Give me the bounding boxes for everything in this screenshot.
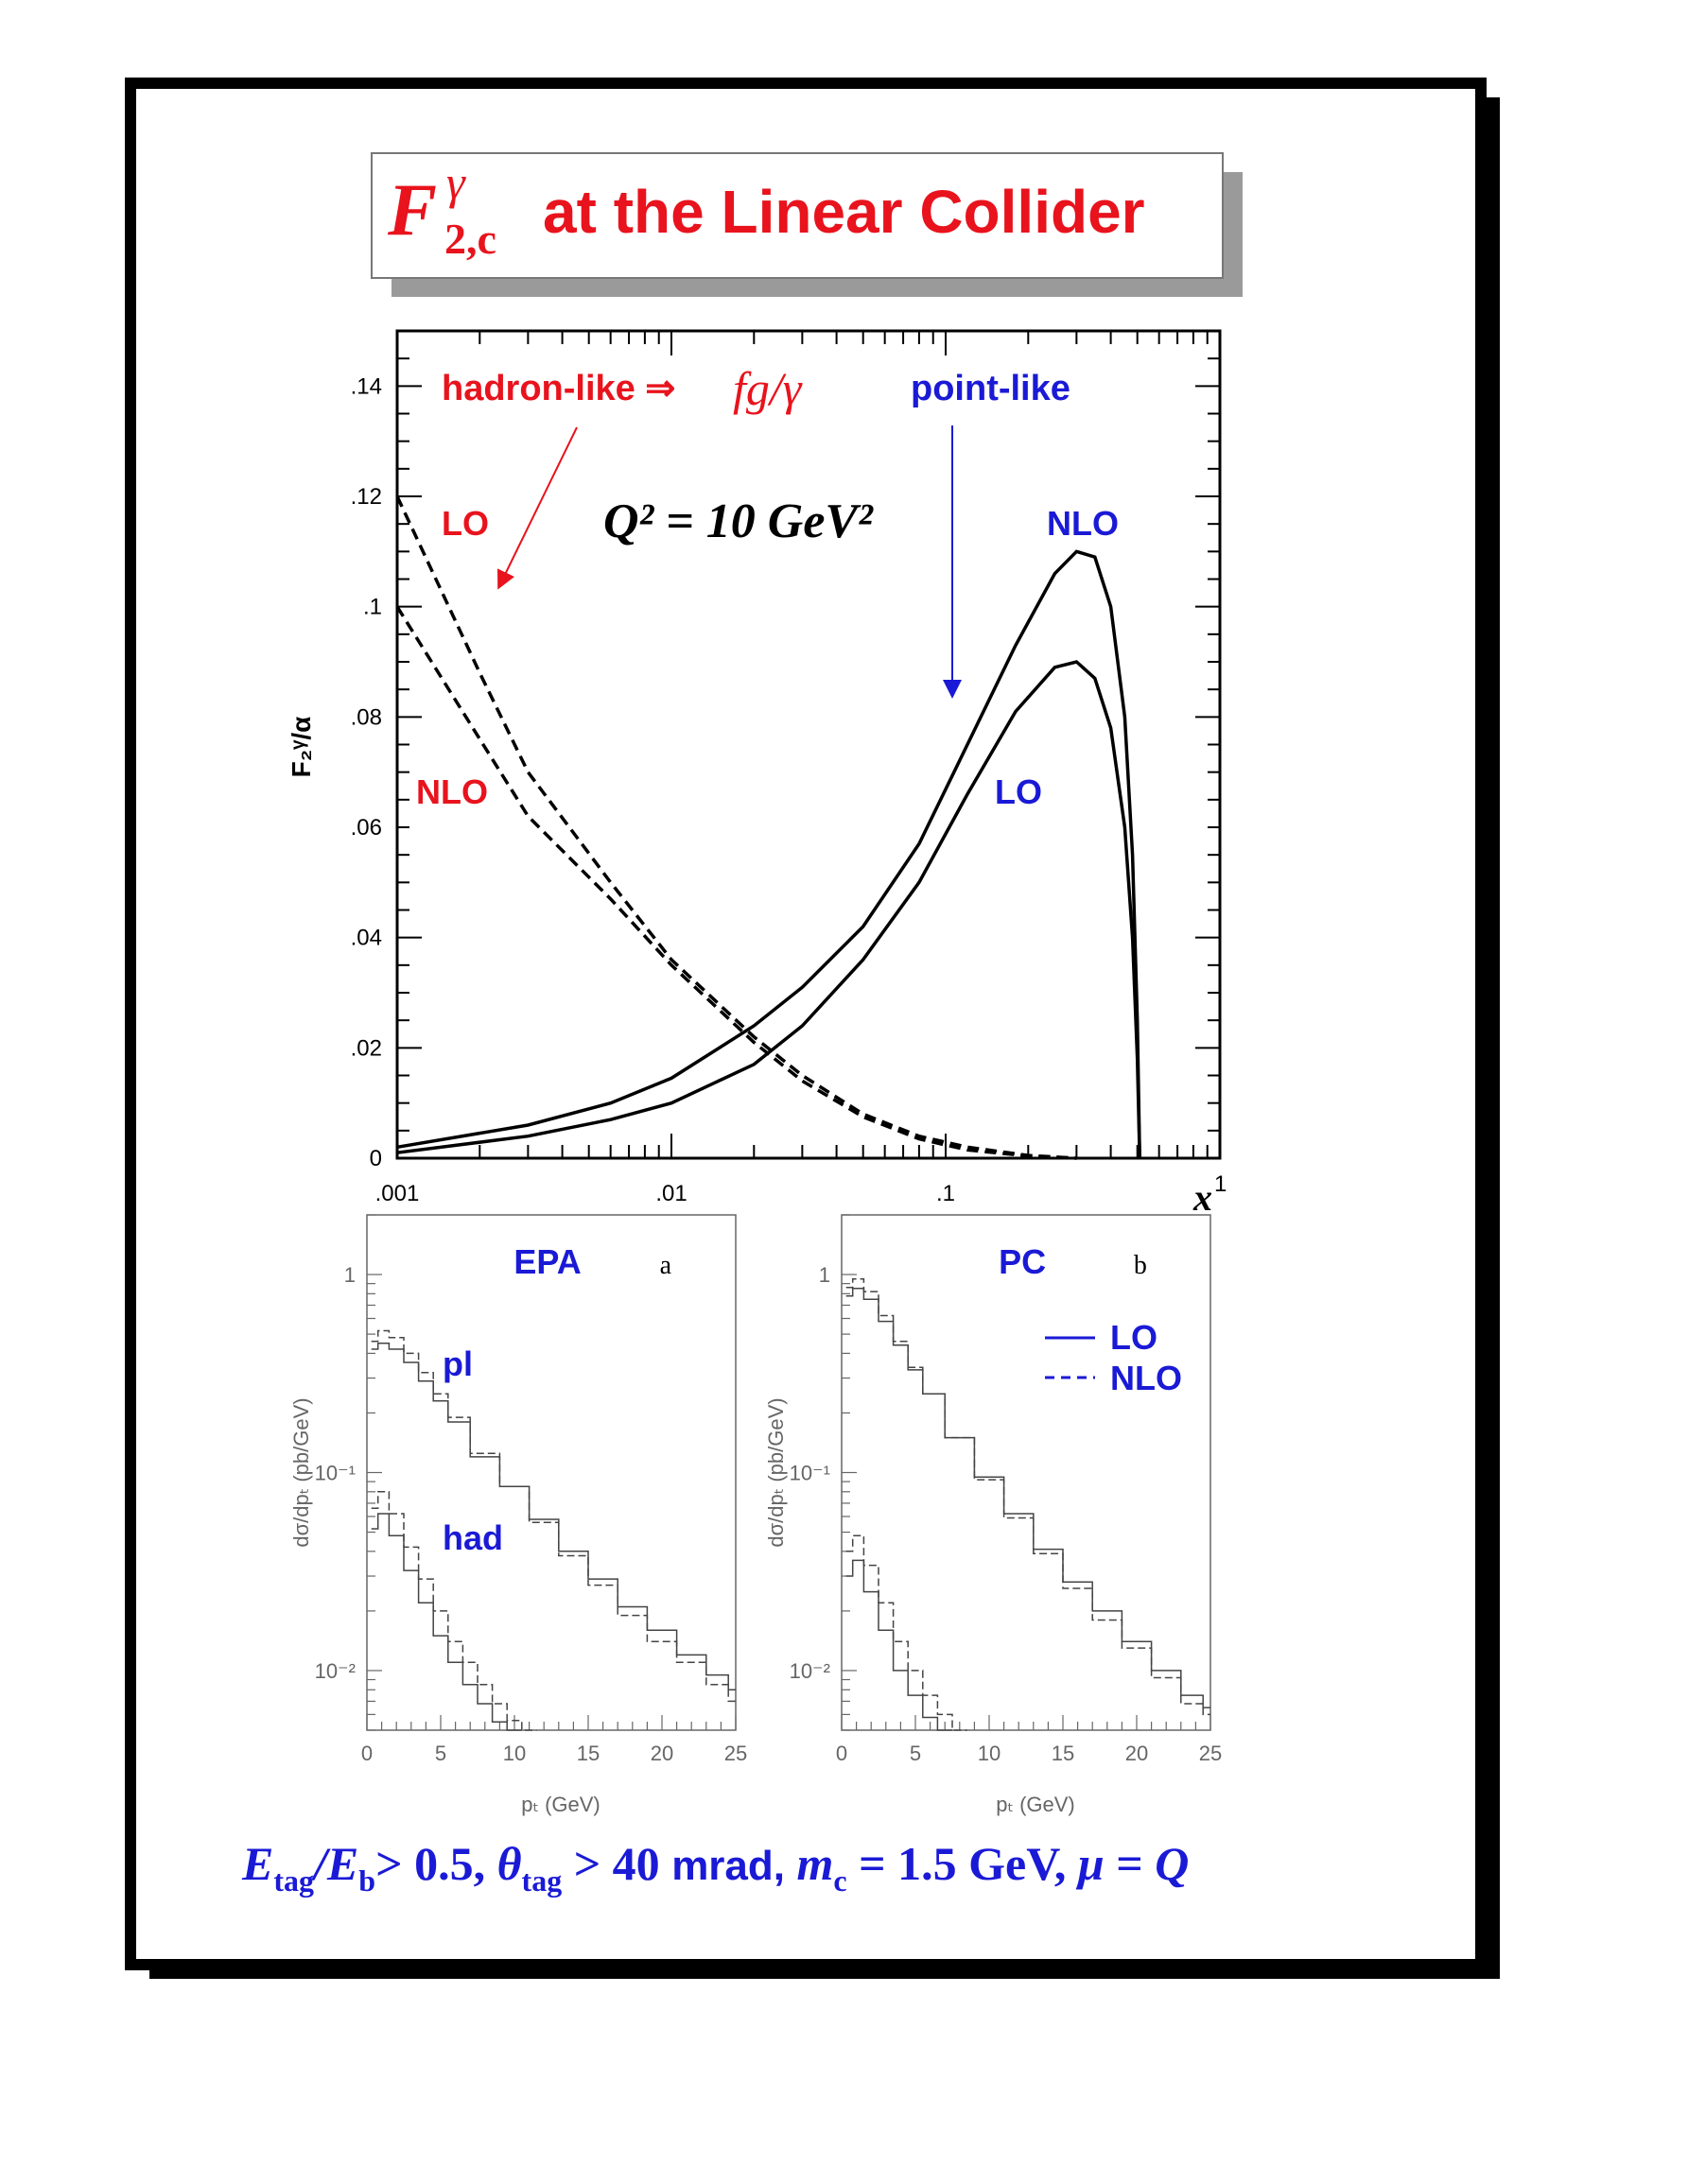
x-axis-label: pₜ (GeV): [996, 1793, 1075, 1816]
x-tick-label: 20: [1124, 1742, 1149, 1765]
x-tick-label: 15: [576, 1742, 600, 1765]
y-tick-label: .04: [350, 925, 382, 951]
title-text: at the Linear Collider: [543, 178, 1145, 246]
y-axis-label: F₂ᵞ/α: [287, 716, 316, 778]
footer-q: Q: [1155, 1837, 1190, 1890]
footer-cond4: =: [1104, 1837, 1156, 1890]
x-tick-label: .001: [374, 1181, 420, 1206]
point-like-label: point-like: [911, 369, 1070, 408]
y-tick-label: .12: [350, 484, 382, 510]
x-tick-label: .1: [935, 1181, 956, 1206]
hadron-like-label: hadron-like ⇒: [442, 369, 676, 408]
had-lo-label: LO: [442, 504, 489, 543]
footer-conditions: [241, 1837, 1189, 1898]
y-tick-label: .02: [350, 1035, 382, 1062]
footer-e-tag: E: [242, 1837, 274, 1890]
x-tick-label: .01: [655, 1181, 687, 1206]
y-tick-label: .08: [350, 704, 382, 731]
footer-mu: μ: [1077, 1837, 1105, 1890]
footer-mc: m: [785, 1837, 834, 1890]
x-tick-label: 10: [977, 1742, 1001, 1765]
y-tick-label: 0: [369, 1146, 382, 1171]
x-axis-label: pₜ (GeV): [521, 1793, 600, 1816]
y-tick-label: 10⁻¹: [314, 1461, 356, 1485]
footer-theta-sub: tag: [521, 1863, 563, 1898]
panel-label: EPA: [513, 1242, 582, 1281]
panel-letter: b: [1133, 1251, 1147, 1280]
x-tick-label: 10: [502, 1742, 527, 1765]
footer-cond2: > 40: [562, 1837, 672, 1890]
y-tick-label: .06: [350, 815, 382, 841]
panel-label: PC: [999, 1242, 1047, 1281]
pt-lo-label: LO: [995, 772, 1042, 811]
x-tick-label: 0: [835, 1742, 848, 1765]
y-tick-label: 10⁻²: [789, 1658, 830, 1683]
q2-label: Q² = 10 GeV²: [603, 494, 873, 548]
y-tick-label: 10⁻¹: [789, 1461, 830, 1485]
footer-e-b: E: [326, 1837, 359, 1890]
footer-b-sub: b: [358, 1863, 376, 1898]
footer-mc-sub: c: [833, 1863, 847, 1898]
legend-lo-label: LO: [1110, 1318, 1157, 1357]
footer-tag-sub: tag: [273, 1863, 315, 1898]
had-label: had: [443, 1518, 504, 1557]
title-subscript: 2,c: [444, 215, 496, 263]
x-tick-label: 25: [1198, 1742, 1223, 1765]
y-tick-label: 1: [818, 1263, 830, 1288]
title-symbol: F: [388, 168, 438, 251]
x-axis-label: x: [1193, 1176, 1212, 1219]
legend-nlo-label: NLO: [1110, 1359, 1182, 1397]
footer-cond1: > 0.5,: [375, 1837, 497, 1890]
y-axis-label: dσ/dpₜ (pb/GeV): [289, 1397, 313, 1548]
y-tick-label: 10⁻²: [314, 1658, 356, 1683]
x-tick-label: 15: [1051, 1742, 1075, 1765]
fg-gamma-label: fg/γ: [733, 362, 802, 415]
footer-theta: θ: [496, 1837, 522, 1890]
x-tick-label: 20: [650, 1742, 674, 1765]
panel-letter: a: [659, 1251, 672, 1280]
y-tick-label: 1: [343, 1263, 356, 1288]
title-superscript: γ: [446, 156, 465, 209]
y-axis-label: dσ/dpₜ (pb/GeV): [764, 1397, 788, 1548]
x-tick-label: 25: [723, 1742, 748, 1765]
y-tick-label: .14: [350, 373, 382, 400]
x-tick-label: 1: [1214, 1171, 1227, 1197]
x-tick-label: 5: [434, 1742, 447, 1765]
pt-nlo-label: NLO: [1047, 504, 1119, 543]
pl-label: pl: [443, 1344, 473, 1383]
had-nlo-label: NLO: [416, 772, 488, 811]
x-tick-label: 5: [909, 1742, 922, 1765]
y-tick-label: .1: [362, 594, 382, 620]
footer-cond3: = 1.5 GeV,: [846, 1837, 1078, 1890]
footer-mrad: mrad,: [671, 1843, 786, 1889]
footer-slash: /: [314, 1837, 327, 1890]
x-tick-label: 0: [360, 1742, 374, 1765]
